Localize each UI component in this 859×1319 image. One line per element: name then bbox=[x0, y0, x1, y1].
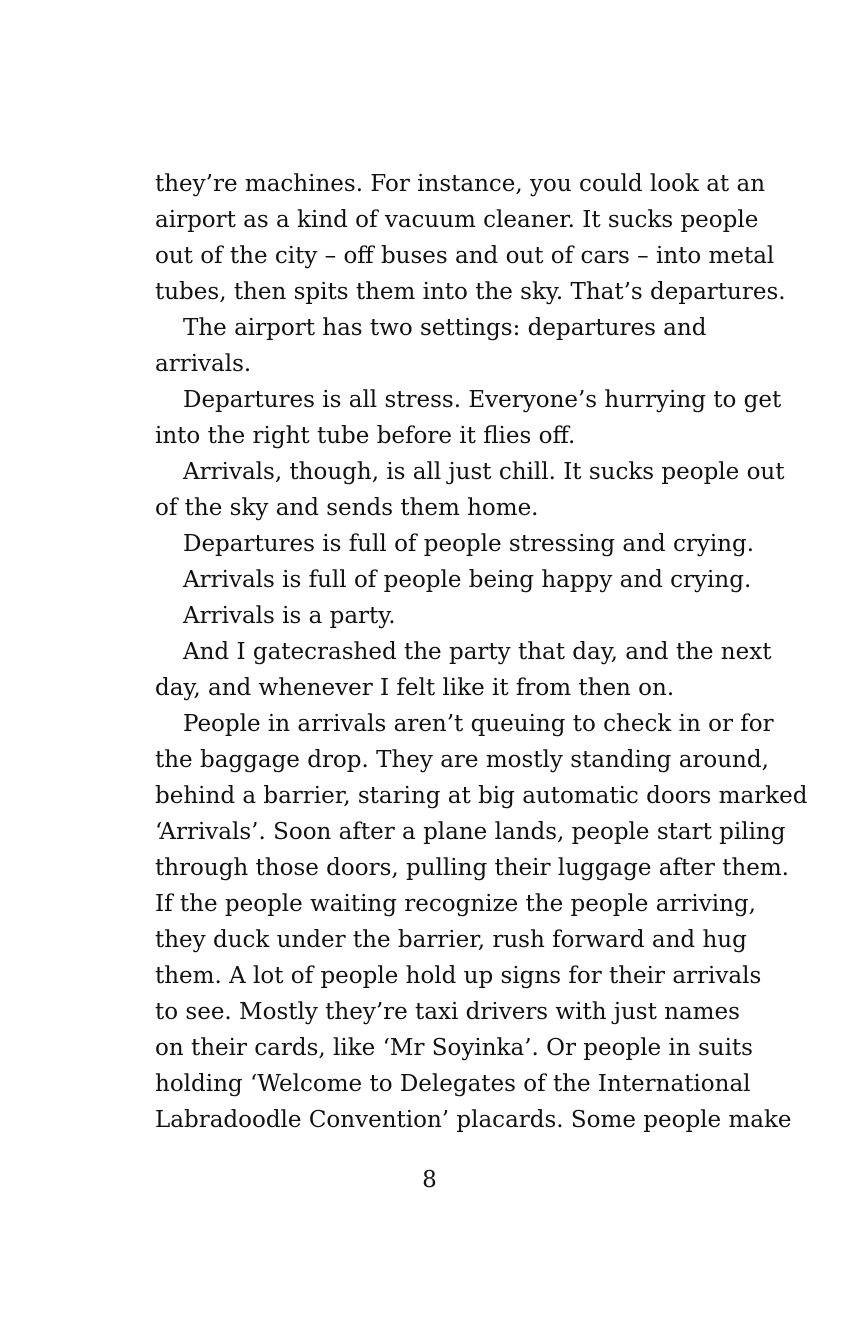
paragraph-first-line: People in arrivals aren’t queuing to check in or for bbox=[183, 711, 774, 737]
paragraph-first-line: The airport has two settings: departures and bbox=[183, 315, 707, 341]
text-line: airport as a kind of vacuum cleaner. It sucks people bbox=[155, 207, 759, 233]
paragraph-first-line: And I gatecrashed the party that day, and the next bbox=[183, 639, 772, 665]
paragraph-last-line: arrivals. bbox=[155, 351, 252, 377]
text-line: out of the city – off buses and out of cars – into metal bbox=[155, 243, 775, 269]
text-line: If the people waiting recognize the people arriving, bbox=[155, 891, 756, 917]
text-line: holding ‘Welcome to Delegates of the International bbox=[155, 1071, 751, 1097]
text-line: through those doors, pulling their luggage after them. bbox=[155, 855, 789, 881]
paragraph-single-line: Arrivals is full of people being happy and crying. bbox=[183, 567, 752, 593]
text-line: on their cards, like ‘Mr Soyinka’. Or people in suits bbox=[155, 1035, 753, 1061]
body-text bbox=[155, 166, 808, 1138]
paragraph-first-line: Departures is all stress. Everyone’s hurrying to get bbox=[183, 387, 782, 413]
page-number: 8 bbox=[422, 1167, 437, 1193]
text-line: them. A lot of people hold up signs for their arrivals bbox=[155, 963, 762, 989]
text-line: to see. Mostly they’re taxi drivers with just names bbox=[155, 999, 740, 1025]
paragraph-single-line: Arrivals is a party. bbox=[183, 603, 396, 629]
paragraph-single-line: Departures is full of people stressing and crying. bbox=[183, 531, 755, 557]
text-line: ‘Arrivals’. Soon after a plane lands, people start piling bbox=[155, 819, 786, 845]
paragraph-first-line: Arrivals, though, is all just chill. It sucks people out bbox=[183, 459, 785, 485]
paragraph-last-line: of the sky and sends them home. bbox=[155, 495, 539, 521]
paragraph-last-line: into the right tube before it flies off. bbox=[155, 423, 576, 449]
text-line: they duck under the barrier, rush forward and hug bbox=[155, 927, 747, 953]
text-line: the baggage drop. They are mostly standing around, bbox=[155, 747, 769, 773]
text-line: behind a barrier, staring at big automatic doors marked bbox=[155, 783, 808, 809]
paragraph-last-line: day, and whenever I felt like it from then on. bbox=[155, 675, 675, 701]
text-line: tubes, then spits them into the sky. That’s departures. bbox=[155, 279, 786, 305]
text-line: Labradoodle Convention’ placards. Some people make bbox=[155, 1107, 792, 1133]
text-line: they’re machines. For instance, you could look at an bbox=[155, 171, 766, 197]
